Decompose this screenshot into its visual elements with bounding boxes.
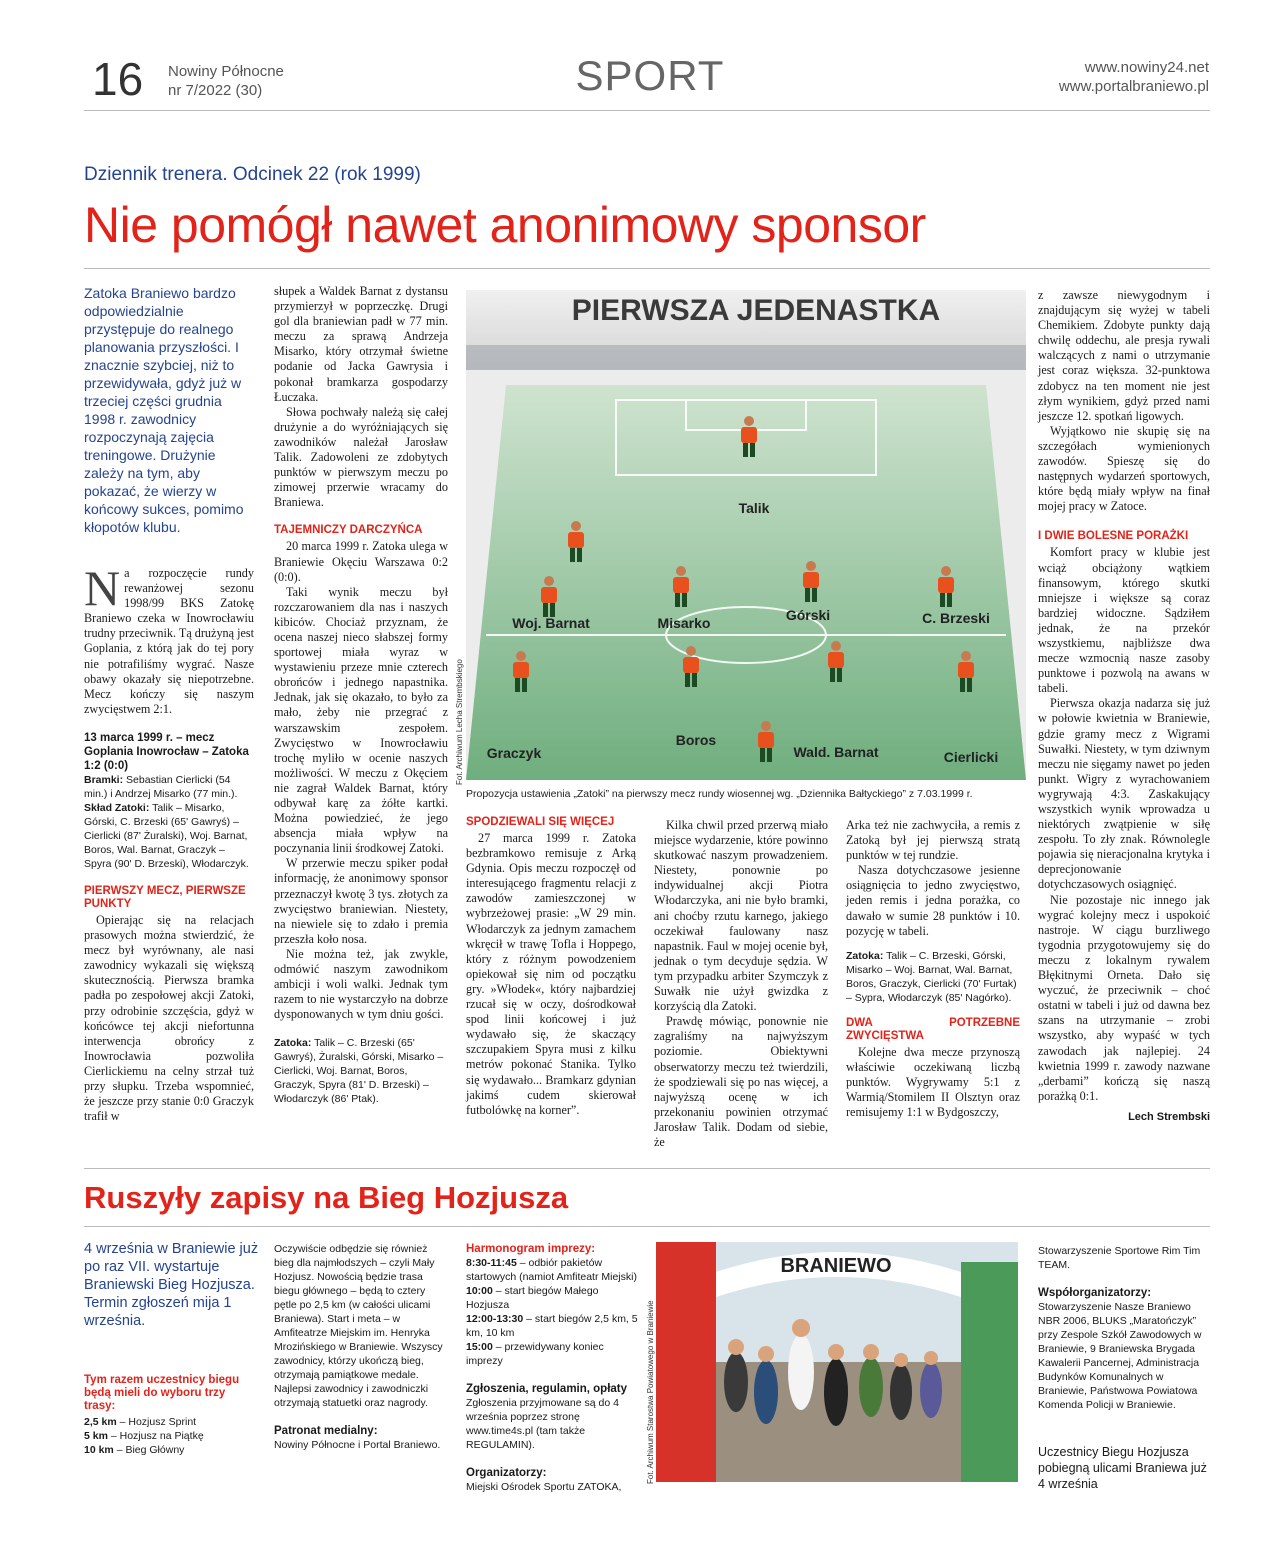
route-item: 5 km – Hozjusz na Piątkę: [84, 1430, 204, 1442]
photo-credit-2: Fot. Archiwum Starostwa Powiatowego w Braniewie: [646, 1300, 655, 1484]
organizers-text: Miejski Ośrodek Sportu ZATOKA,: [466, 1481, 622, 1493]
page-number: 16: [92, 53, 144, 105]
article2-column-3: [466, 1242, 641, 1494]
schedule-heading: Harmonogram imprezy:: [466, 1243, 596, 1255]
player-label-cierlicki: Cierlicki: [943, 749, 999, 765]
article-intro: Na rozpoczęcie rundy rewanżowej sezonu 1998/99 BKS Zatokę Braniewo czeka w Inowrocławiu trudny przeciwnik. Tą drużyną jest Goplania, z którą jak do tej pory nie potrafiliśmy wygrać. Nasze obawy okazały się niepotrzebne. Mecz kończy się naszym zwycięstwem 2:1.: [84, 560, 255, 716]
coorganizers-heading: Współorganizatorzy:: [1038, 1287, 1152, 1299]
photo-caption-1: Propozycja ustawienia „Zatoki” na pierwszy mecz rundy wiosennej wg. „Dziennika Bałtyckiego” z 7.03.1999 r.: [466, 788, 973, 800]
schedule-item: 10:00 – start biegów Małego Hozjusza: [466, 1285, 599, 1311]
article-column-4: Kilka chwil przed przerwą miało miejsce wydarzenie, które powinno skutkować naszym prowadzeniem. Niestety, ponownie po indywidualnej akcji Piotra Włodarczyka, ani nie było bramki, ani choćby rzutu karnego, jakiego oczekiwał faulowany nasz napastnik. Faul w mojej ocenie był, jednak o tym decyduje sędzia. W tym przypadku arbiter Szymczyk z Suwałk nie użył gwizdka z korzyścią dla Zatoki. Prawdę mówiąc, ponownie nie zagraliśmy na najwyższym poziomie. Obiektywni obserwatorzy meczu też twierdzili, że spodziewali się po nas więcej, a najwyższą ocenę w ich przekonaniu powinien otrzymać Jarosław Talik. Dodam od siebie, że: [654, 818, 828, 1149]
route-item: 2,5 km – Hozjusz Sprint: [84, 1416, 197, 1428]
photo-caption-2: Uczestnicy Biegu Hozjusza pobiegną ulicami Braniewa już 4 września: [1038, 1445, 1207, 1491]
article-column-5: Arka też nie zachwyciła, a remis z Zatoką był jej pierwszą stratą punktów w tej rundzie. Nasza dotychczasowe jesienne osiągnięcia to jedno zwycięstwo, jeden remis i jedna porażka, co dawało w sumie 28 punktów i 10. pozycję w tabeli. Zatoka: Talik – C. Brzeski, Górski, Misarko – Woj. Barnat, Wal. Barnat, Boros, Graczyk, Cierlicki (70' Furtak) – Sypra, Włodarczyk (85' Nagórko). DWA POTRZEBNE ZWYCIĘSTWA Kolejne dwa mecze przynoszą właściwie oczekiwaną liczbą punktów. Wygrywamy 5:1 z Warmią/Stomilem II Olsztyn oraz remisujemy 1:1 w Bydgoszczy,: [846, 818, 1020, 1120]
match-box-3: Zatoka: Talik – C. Brzeski, Górski, Misarko – Woj. Barnat, Wal. Barnat, Boros, Graczyk, Cierlicki (70' Furtak) – Sypra, Włodarczyk (85' Nagórko).: [846, 949, 1017, 1004]
article2-lead: 4 września w Braniewie już po raz VII. wystartuje Braniewski Bieg Hozjusza. Termin zgłoszeń mija 1 września.: [84, 1241, 259, 1329]
article-column-6: z zawsze niewygodnym i znajdującym się wyżej w tabeli Chemikiem. Zdobyte punkty dają chwilę oddechu, ale presja rywali walczących z nami o utrzymanie jest coraz większa. 32-punktowa zdobycz na ten moment nie jest złym wynikiem, gdyż przed nami jeszcze 12. spotkań ligowych. Wyjątkowo nie skupię się na szczegółach wymienionych zawodów. Spieszę się do następnych wydarzeń sportowych, które będą miały wpływ na finał mojej pracy w Zatoce. I DWIE BOLESNE PORAŻKI Komfort pracy w klubie jest wciąż obciążony wątkiem finansowym, którego skutki mniejsze i większe są coraz bardziej widoczne. Sądziłem jednak, że na przekór wszystkiemu, najbliższe dwa mecze wzmocnią nasze zasoby punktowe i pozwolą na awans w tabeli. Pierwsza okazja nadarza się już w połowie kwietnia w Braniewie, gdzie gramy mecz z Wigrami Suwałki. Niestety, w tym dziwnym meczu nie sięgamy nawet po jeden punkt. Wigry z wyrachowaniem wygrywają 4:3. Zaskakujący wszystkich wynik wprowadza u niektórych zwątpienie w siłę zespołu. To zły znak. Równolegle pojawia się nieracjonalna krytyka i deprecjonowanie dotychczasowych osiągnięć. Nie pozostaje nic innego jak wygrać kolejny mecz i uspokoić nastroje. W ciągu burzliwego tygodnia przygotowujemy się do meczu z lokalnym rywalem Błękitnymi Orneta. Dało się wyczuć, że przeciwnik – choć ostatni w tabeli i już od dawna bez szans na utrzymanie – zrobi wszystko, aby wypaść w tych zawodach jak najlepiej. 24 kwietnia 1999 r. zawody nazwane „derbami” kończą się naszą porażką 0:1. Lech Strembski: [1038, 288, 1210, 1125]
subheading-2: TAJEMNICZY DARCZYŃCA: [274, 524, 423, 537]
patronat-heading: Patronat medialny:: [274, 1425, 378, 1437]
patronat-text: Nowiny Północne i Portal Braniewo.: [274, 1439, 441, 1451]
player-label-talik: Talik: [738, 500, 770, 516]
headline-rule: [84, 268, 1210, 269]
photo-credit-1: Fot. Archiwum Lecha Strembskiego: [455, 659, 464, 785]
schedule-item: 8:30-11:45 – odbiór pakietów startowych (namiot Amfiteatr Miejski): [466, 1257, 637, 1283]
formation-title: PIERWSZA JEDENASTKA: [571, 294, 941, 327]
player-label-misarko: Misarko: [657, 615, 711, 631]
schedule-item: 12:00-13:30 – start biegów 2,5 km, 5 km, 10 km: [466, 1313, 638, 1339]
article-column-1: [84, 284, 254, 1124]
publication-name: Nowiny Północne: [168, 63, 284, 80]
article2-column-2: Oczywiście odbędzie się również bieg dla najmłodszych – czyli Mały Hozjusz. Nowością będzie trasa biegu głównego – będą to cztery pętle po 2,5 km (w całości ulicami Braniewa). Start i meta – w Amfiteatrze Miejskim im. Henryka Mrozińskiego w Braniewie. Wszyscy zawodnicy, którzy ukończą bieg, otrzymają pamiątkowe medale. Najlepsi zawodnicy i zawodniczki otrzymają statuetki oraz nagrody. Patronat medialny: Nowiny Północne i Portal Braniewo.: [274, 1242, 449, 1452]
article-separator: [84, 1168, 1210, 1169]
article2-rule: [84, 1226, 1210, 1227]
subheading-4: DWA POTRZEBNE ZWYCIĘSTWA: [846, 1016, 1020, 1042]
websites: [1059, 58, 1209, 96]
schedule-item: 15:00 – przewidywany koniec imprezy: [466, 1341, 604, 1367]
organizer-club: Stowarzyszenie Sportowe Rim Tim TEAM.: [1038, 1245, 1201, 1271]
publication-info: [168, 62, 284, 100]
article2-column-1: [84, 1240, 259, 1457]
registration-text: Zgłoszenia przyjmowane są do 4 września poprzez stronę www.time4s.pl (tam także REGULAMIN).: [466, 1397, 619, 1451]
header-rule: [84, 110, 1210, 111]
match-box-1: 13 marca 1999 r. – mecz Goplania Inowrocław – Zatoka 1:2 (0:0) Bramki: Sebastian Cierlicki (54 min.) i Andrzej Misarko (77 min.). Skład Zatoki: Talik – Misarko, Górski, C. Brzeski (65' Gawryś) – Cierlicki (87' Żuralski), Woj. Barnat, Boros, Wal. Barnat, Graczyk – Spyra (90' D. Brzeski), Włodarczyk.: [84, 731, 254, 871]
player-label-graczyk: Graczyk: [486, 745, 542, 761]
race-photo: [656, 1242, 1018, 1482]
website-link-2[interactable]: www.portalbraniewo.pl: [1058, 78, 1209, 95]
player-label-woj-barnat: Woj. Barnat: [512, 615, 590, 631]
issue-number: nr 7/2022 (30): [168, 82, 263, 99]
column-1-text: Opierając się na relacjach prasowych można stwierdzić, że mecz był wyrównany, ale nasi zawodnicy wykazali się większą skutecznością. Pierwsza bramka padła po zespołowej akcji Zatoki, przy odrobinie szczęścia, gdyż w końcówce tej akcji niefortunna interwencja obrońcy z Inowrocławia pozwoliła Cierlickiemu na celny strzał tuż przy słupku. Trzeba wspomnieć, że jeszcze przy stanie 0:0 Graczyk trafił w: [84, 912, 254, 1124]
formation-photo: [466, 290, 1026, 780]
match-box-1-head: 13 marca 1999 r. – mecz Goplania Inowrocław – Zatoka 1:2 (0:0): [84, 731, 249, 772]
article-lead: Zatoka Braniewo bardzo odpowiedzialnie przystępuje do realnego planowania przyszłości. I znacznie szybciej, niż to przewidywała, gdyż już w trzeciej części grudnia 1998 r. zawodnicy rozpoczynają zajęcia treningowe. Drużynie zależy na tym, aby pokazać, że wierzy w końcowy sukces, pomimo kłopotów klubu.: [84, 285, 244, 535]
match-box-2: Zatoka: Talik – C. Brzeski (65' Gawryś), Żuralski, Górski, Misarko – Cierlicki, Woj. Barnat, Boros, Graczyk, Spyra (81' D. Brzeski) – Włodarczyk (86' Ptak).: [274, 1037, 444, 1106]
player-label-boros: Boros: [675, 732, 717, 748]
player-label-c-brzeski: C. Brzeski: [922, 610, 990, 626]
article-byline: Lech Strembski: [1128, 1110, 1210, 1123]
drop-cap: N: [84, 560, 121, 616]
player-label-wald-barnat: Wald. Barnat: [793, 744, 879, 760]
route-item: 10 km – Bieg Główny: [84, 1444, 185, 1456]
coorganizers-text: Stowarzyszenie Nasze Braniewo NBR 2006, BLUKS „Maratończyk” przy Zespole Szkół Zawodowych w Braniewie, 9 Braniewska Brygada Kawalerii Pancernej, Administracja Budynków Komunalnych w Braniewie, Państwowa Powiatowa Komenda Policji w Braniewie.: [1038, 1301, 1202, 1411]
routes-heading: Tym razem uczestnicy biegu będą mieli do wyboru trzy trasy:: [84, 1374, 240, 1412]
website-link-1[interactable]: www.nowiny24.net: [1084, 59, 1209, 76]
routes-list: [84, 1415, 259, 1457]
registration-heading: Zgłoszenia, regulamin, opłaty: [466, 1383, 628, 1395]
formation-graphic: [466, 290, 1026, 780]
article-kicker: Dziennik trenera. Odcinek 22 (rok 1999): [84, 164, 421, 185]
subheading-1: PIERWSZY MECZ, PIERWSZE PUNKTY: [84, 884, 246, 910]
subheading-5: I DWIE BOLESNE PORAŻKI: [1038, 530, 1189, 543]
player-label-gorski: Górski: [785, 607, 831, 623]
article-column-3: SPODZIEWALI SIĘ WIĘCEJ 27 marca 1999 r. Zatoka bezbramkowo remisuje z Arką Gdynia. Opis meczu rozpoczęł od interesującego fragmentu relacji z zawodów zamieszczonej w wybrzeżowej prasie: „W 29 min. Włodarczyk za jednym zamachem wkręcił w trawę Tofla i Hoppego, który z różnym powodzeniem opiekował się nim od początku gry. »Włodek«, który najbardziej rzucał się w oczy, dośrodkował spod linii końcowej i już wydawało się, że skaczący szczupakiem Spyra musi z kilku metrów pokonać Stanika. Tylko się wydawało... Bramkarz gdynian jakimś cudem skierował futbolówkę na korner”.: [466, 816, 636, 1117]
article2-column-5: [1038, 1244, 1210, 1492]
organizers-heading: Organizatorzy:: [466, 1467, 547, 1479]
race-graphic: [656, 1242, 1018, 1482]
article2-headline: Ruszyły zapisy na Bieg Hozjusza: [84, 1180, 569, 1215]
subheading-3: SPODZIEWALI SIĘ WIĘCEJ: [466, 816, 615, 828]
race-banner: BRANIEWO: [780, 1255, 892, 1277]
article-headline: Nie pomógł nawet anonimowy sponsor: [84, 197, 926, 253]
section-title: SPORT: [575, 52, 725, 99]
article-column-2: słupek a Waldek Barnat z dystansu przymierzył w poprzeczkę. Drugi gol dla braniewian padł w 77 min. meczu za sprawą Andrzeja Misarko, który otrzymał świetne podanie od Jacka Gawrysia i pokonał bramkarza gospodarzy Łuczaka. Słowa pochwały należą się całej drużynie a do wyróżniających się zawodników należał Jarosław Talik. Zadowoleni ze zdobytych punktów w pierwszym meczu po zimowej przerwie wracamy do Braniewa. TAJEMNICZY DARCZYŃCA 20 marca 1999 r. Zatoka ulega w Braniewie Okęciu Warszawa 0:2 (0:0). Taki wynik meczu był rozczarowaniem dla nas i naszych kibiców. Chociaż przyznam, że ocena naszej nieco słabszej formy sportowej miała wyraz w wystawieniu przeze mnie czterech obrońców i jednego napastnika. Jednak, jak się okazało, to było za mało, żeby nie przegrać z warszawskim zespołem. Zwycięstwo w Inowrocławiu trochę myliło w ocenie naszych możliwości. W meczu z Okęciem nie zagrał Waldek Barnat, który odbywał karę za żółte kartki. Można powiedzieć, że jego absencja miała wpływ na poczynania linii środkowej Zatoki. W przerwie meczu spiker podał informację, że anonimowy sponsor przeznaczył kwotę 3 tys. złotych za zwycięstwo braniewian. Niestety, na niewiele się to zdało i premia przeszła koło nosa. Nie można też, jak zwykle, odmówić naszym zawodnikom ambicji i woli walki. Jednak tym razem to nie wystarczyło na dobrze dysponowanych w tym dniu gości. Zatoka: Talik – C. Brzeski (65' Gawryś), Żuralski, Górski, Misarko – Cierlicki, Woj. Barnat, Boros, Graczyk, Spyra (81' D. Brzeski) – Włodarczyk (86' Ptak).: [274, 284, 448, 1106]
